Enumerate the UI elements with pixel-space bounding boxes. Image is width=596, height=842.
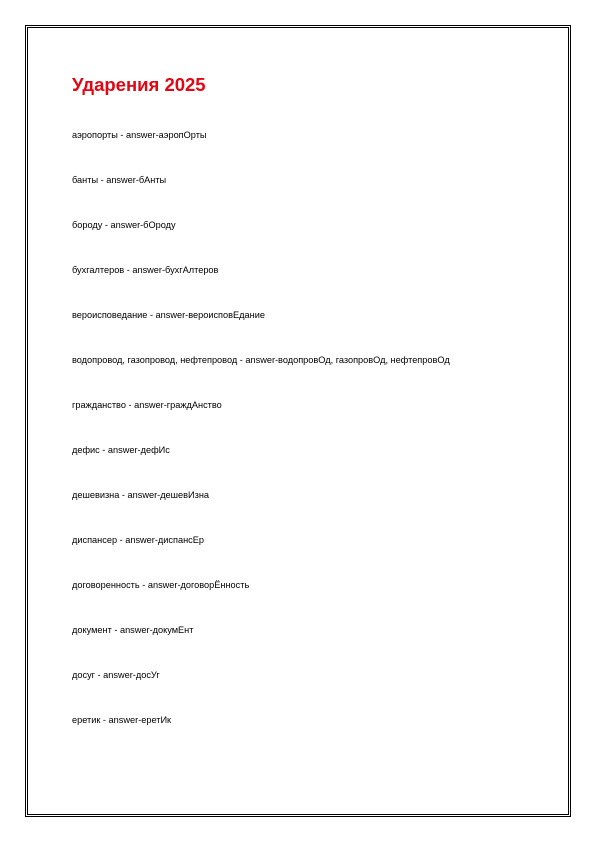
list-item: вероисповедание - answer-вероисповЕдание [72, 310, 265, 320]
list-item: водопровод, газопровод, нефтепровод - answer-водопровОд, газопровОд, нефтепровОд [72, 355, 450, 365]
stress-word-list [72, 124, 450, 754]
list-item: договоренность - answer-договорЁнность [72, 580, 250, 590]
list-item: диспансер - answer-диспансЕр [72, 535, 204, 545]
list-item: еретик - answer-еретИк [72, 715, 172, 725]
list-item: бухгалтеров - answer-бухгАлтеров [72, 265, 219, 275]
list-item: документ - answer-докумЕнт [72, 625, 194, 635]
document-title: Ударения 2025 [72, 74, 206, 95]
list-item: дешевизна - answer-дешевИзна [72, 490, 210, 500]
list-item: аэропорты - answer-аэропОрты [72, 130, 207, 140]
list-item: бороду - answer-бОроду [72, 220, 176, 230]
list-item: досуг - answer-досУг [72, 670, 160, 680]
list-item: банты - answer-бАнты [72, 175, 167, 185]
list-item: дефис - answer-дефИс [72, 445, 170, 455]
list-item: гражданство - answer-граждАнство [72, 400, 222, 410]
